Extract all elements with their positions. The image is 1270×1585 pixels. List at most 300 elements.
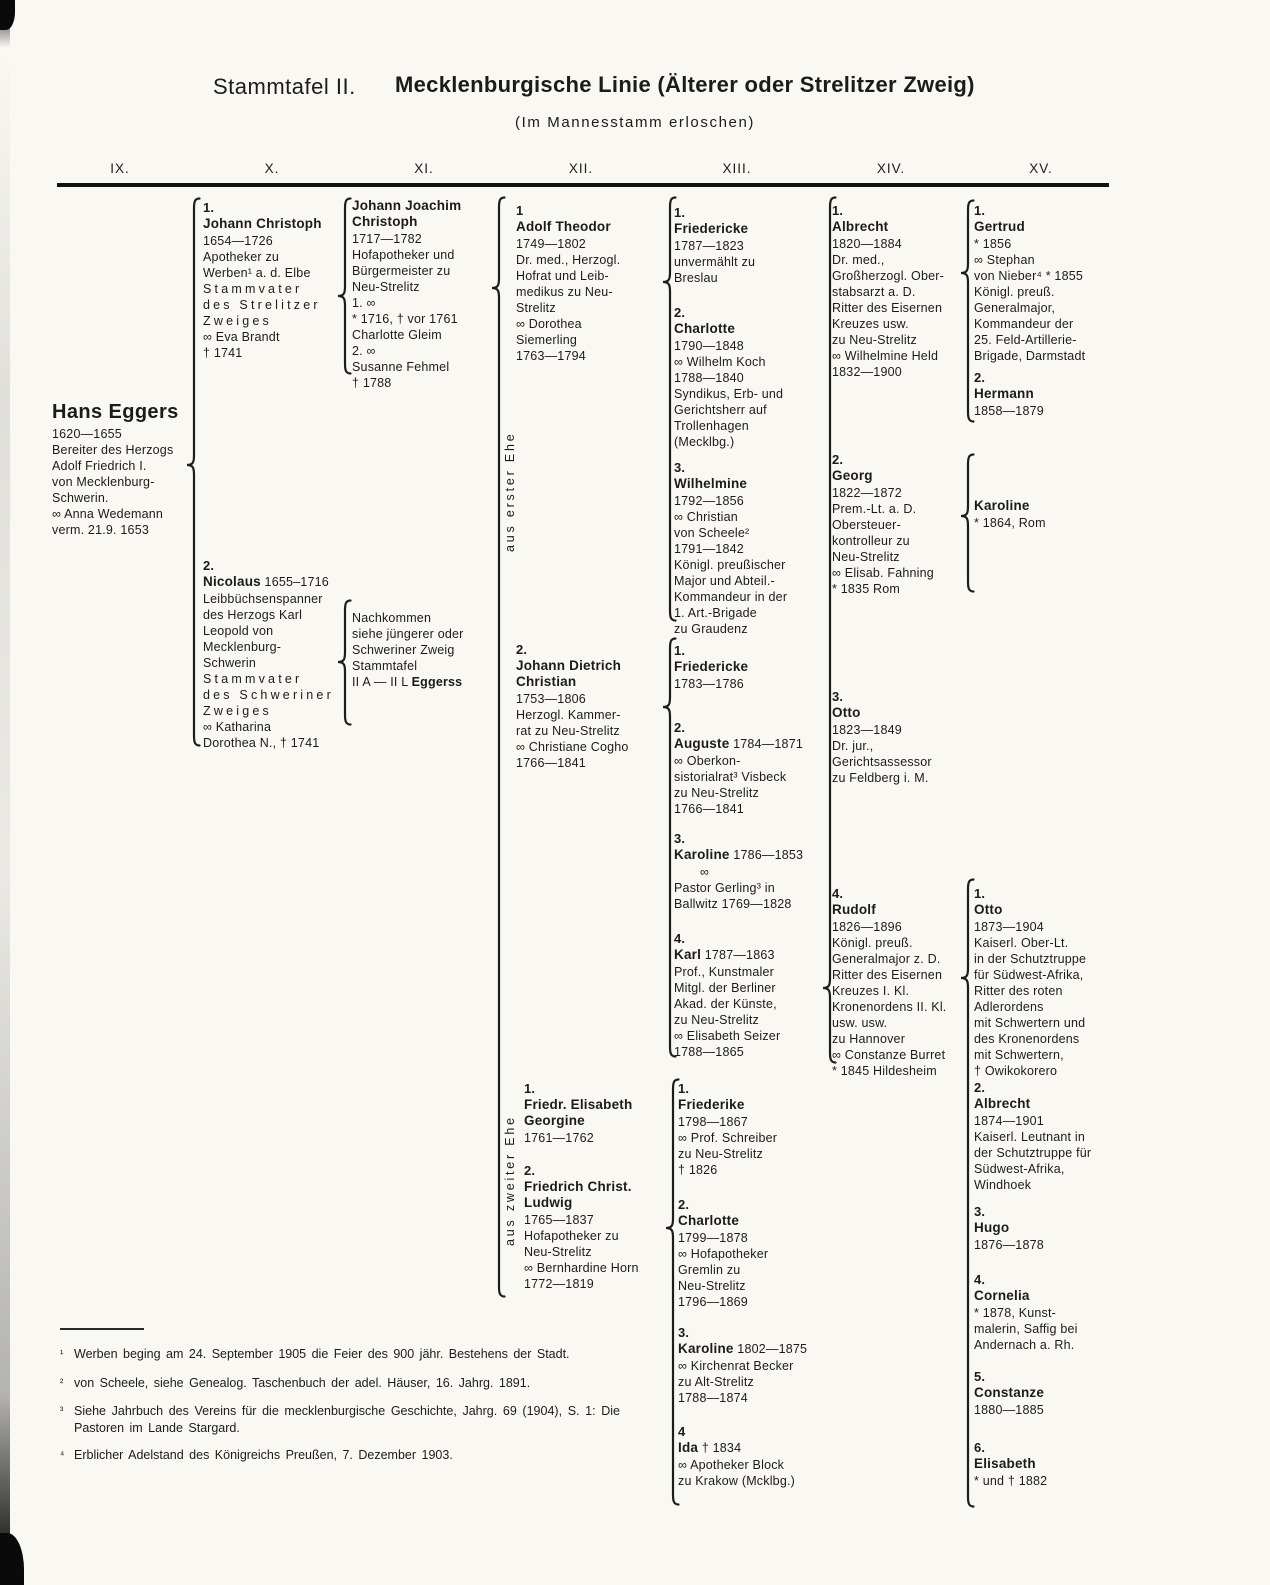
person-line: ∞ Hofapotheker — [678, 1247, 769, 1261]
person-line: † Owikokorero — [974, 1064, 1058, 1078]
person-line: Stammvater — [203, 282, 303, 296]
person-line: des Strelitzer — [203, 298, 321, 312]
person-line: 1796—1869 — [678, 1295, 748, 1309]
person-line: Schwerin — [203, 656, 257, 670]
person-line: stabsarzt a. D. — [832, 285, 916, 299]
person-line: ∞ Elisab. Fahning — [832, 566, 934, 580]
person-friedr-elisabeth-georgine — [524, 1081, 656, 1146]
person-friederike-1798 — [678, 1081, 826, 1178]
person-name: Hans Eggers — [52, 401, 179, 423]
person-line: 1763—1794 — [516, 349, 586, 363]
person-line: Bürgermeister zu — [352, 264, 451, 278]
person-line: Königl. preuß. — [974, 285, 1055, 299]
person-line: Dr. med., — [832, 253, 885, 267]
footnote-text: Erblicher Adelstand des Königreichs Preußen, 7. Dezember 1903. — [74, 1448, 453, 1462]
person-hans-eggers — [52, 401, 204, 538]
person-name: Karoline 1786—1853 — [674, 847, 804, 862]
person-number: 4. — [974, 1272, 986, 1287]
footnote-text: von Scheele, siehe Genealog. Taschenbuch der adel. Häuser, 16. Jahrg. 1891. — [74, 1375, 531, 1390]
person-number: 1. — [674, 643, 686, 658]
person-adolf-theodor — [516, 203, 650, 364]
person-karoline-1802 — [678, 1325, 826, 1406]
table-number: Stammtafel II. — [213, 74, 356, 99]
person-line: Dr. jur., — [832, 739, 874, 753]
person-line: Gerichtsherr auf — [674, 403, 767, 417]
person-line: 1787—1823 — [674, 239, 744, 253]
person-constanze-1880 — [974, 1369, 1122, 1418]
person-line: Werben¹ a. d. Elbe — [203, 266, 311, 280]
person-line: Andernach a. Rh. — [974, 1338, 1075, 1352]
person-line: mit Schwertern und — [974, 1016, 1086, 1030]
person-friedericke-1787 — [674, 205, 816, 286]
person-line: Kaiserl. Ober-Lt. — [974, 936, 1069, 950]
person-name: Wilhelmine — [674, 476, 748, 491]
person-number: 4. — [832, 886, 844, 901]
person-line: Kommandeur der — [974, 317, 1074, 331]
person-line: * 1864, Rom — [974, 516, 1046, 530]
person-auguste-1784 — [674, 720, 822, 817]
person-karoline-1786 — [674, 831, 822, 912]
person-line: Ritter des Eisernen — [832, 968, 943, 982]
person-rudolf-1826 — [832, 886, 978, 1079]
footnote-marker: ¹ — [60, 1349, 64, 1360]
person-line: zu Neu-Strelitz — [832, 333, 917, 347]
person-line: Trollenhagen — [674, 419, 749, 433]
person-line: Adlerordens — [974, 1000, 1044, 1014]
footnote-marker: ² — [60, 1377, 64, 1389]
person-number: 1. — [678, 1081, 690, 1096]
person-line: 1798—1867 — [678, 1115, 748, 1129]
person-line: 1792—1856 — [674, 494, 744, 508]
person-line: sistorialrat³ Visbeck — [674, 770, 787, 784]
person-line: 1761—1762 — [524, 1131, 594, 1145]
scan-corner-mark-bottom — [0, 1533, 24, 1585]
person-line: 2. ∞ — [352, 344, 376, 358]
person-line: Kaiserl. Leutnant in — [974, 1130, 1086, 1144]
generation-label-xv: XV. — [1029, 161, 1053, 176]
person-line: ∞ Christiane Cogho — [516, 740, 629, 754]
person-name: Constanze — [974, 1385, 1045, 1400]
person-line: Neu-Strelitz — [832, 550, 900, 564]
person-line: des Schweriner — [203, 688, 334, 702]
person-line: 1826—1896 — [832, 920, 902, 934]
person-line: 1858—1879 — [974, 404, 1044, 418]
person-line: Ballwitz 1769—1828 — [674, 897, 792, 911]
person-line: Susanne Fehmel — [352, 360, 450, 374]
person-dates: 1784—1871 — [729, 737, 803, 751]
generation-label-xiv: XIV. — [876, 161, 906, 176]
person-charlotte-1790 — [674, 305, 820, 450]
person-charlotte-1799 — [678, 1197, 826, 1310]
person-line: zu Feldberg i. M. — [832, 771, 929, 785]
person-line: Hofapotheker zu — [524, 1229, 619, 1243]
brace-connector — [820, 196, 837, 1064]
person-line: 1788—1865 — [674, 1045, 744, 1059]
person-line: Akad. der Künste, — [674, 997, 777, 1011]
person-line: 1717—1782 — [352, 232, 422, 246]
footnote — [60, 1375, 620, 1393]
label-first-marriage: aus erster Ehe — [503, 431, 517, 552]
person-line: 1654—1726 — [203, 234, 273, 248]
person-name: Karoline — [974, 498, 1030, 513]
person-name: Rudolf — [832, 902, 876, 917]
person-line: zu Alt-Strelitz — [678, 1375, 754, 1389]
person-name: Albrecht — [974, 1096, 1031, 1111]
person-number: 4. — [674, 931, 686, 946]
person-line: verm. 21.9. 1653 — [52, 523, 150, 537]
person-otto-1873 — [974, 886, 1124, 1079]
footnote-text: Werben beging am 24. September 1905 die Feier des 900 jähr. Bestehens der Stadt. — [74, 1347, 570, 1361]
person-line: ∞ Bernhardine Horn — [524, 1261, 639, 1275]
person-number: 2. — [524, 1163, 536, 1178]
brace-connector — [489, 196, 506, 1298]
person-name: Hugo — [974, 1220, 1010, 1235]
person-line: Schweriner Zweig — [352, 643, 455, 657]
person-line: † 1741 — [203, 346, 243, 360]
person-name: Otto — [832, 705, 861, 720]
person-line: Strelitz — [516, 301, 556, 315]
page-title: Mecklenburgische Linie (Älterer oder Strelitzer Zweig) — [395, 72, 975, 97]
person-line: ∞ — [700, 865, 710, 879]
person-albrecht-1820 — [832, 203, 976, 380]
footnote — [60, 1403, 620, 1436]
scan-edge-artifact — [0, 0, 10, 1585]
person-line: 1783—1786 — [674, 677, 744, 691]
generation-label-ix: IX. — [110, 161, 130, 176]
person-line: 1. Art.-Brigade — [674, 606, 757, 620]
person-line: zu Krakow (Mcklbg.) — [678, 1474, 796, 1488]
person-line: ∞ Wilhelmine Held — [832, 349, 939, 363]
person-line: * 1716, † vor 1761 — [352, 312, 458, 326]
person-line: in der Schutztruppe — [974, 952, 1087, 966]
person-line: Stammtafel — [352, 659, 418, 673]
person-name: Gertrud — [974, 219, 1025, 234]
person-number: 1. — [674, 205, 686, 220]
person-line: ∞ Eva Brandt — [203, 330, 280, 344]
person-name: Friedr. Elisabeth Georgine — [524, 1097, 633, 1128]
person-line: mit Schwertern, — [974, 1048, 1064, 1062]
person-line: Windhoek — [974, 1178, 1032, 1192]
header-rule — [57, 183, 1109, 187]
person-number: 6. — [974, 1440, 986, 1455]
person-line: 1766—1841 — [516, 756, 586, 770]
brace-connector — [660, 637, 677, 1058]
generation-label-xii: XII. — [568, 161, 594, 176]
person-line: Obersteuer- — [832, 518, 901, 532]
person-line: Zweiges — [203, 704, 272, 718]
person-line: 25. Feld-Artillerie- — [974, 333, 1077, 347]
person-line: Kreuzes usw. — [832, 317, 909, 331]
person-number: 3. — [678, 1325, 690, 1340]
person-line: 1766—1841 — [674, 802, 744, 816]
person-otto-1823 — [832, 689, 974, 786]
person-line: malerin, Saffig bei — [974, 1322, 1078, 1336]
person-number: 1. — [974, 203, 986, 218]
footnote — [60, 1346, 620, 1364]
person-georg-1822 — [832, 452, 974, 597]
person-line: † 1826 — [678, 1163, 718, 1177]
person-name: Karoline 1802—1875 — [678, 1341, 808, 1356]
person-line: II A — II L Eggerss — [352, 675, 463, 689]
person-line: Ritter des Eisernen — [832, 301, 943, 315]
person-line: 1873—1904 — [974, 920, 1044, 934]
brace-connector — [663, 1078, 680, 1506]
person-gertrud-1856 — [974, 203, 1124, 364]
person-name: Ida † 1834 — [678, 1440, 742, 1455]
brace-connector — [335, 599, 352, 726]
generation-label-xiii: XIII. — [722, 161, 752, 176]
person-line: Leopold von — [203, 624, 274, 638]
person-name: Johann Dietrich Christian — [516, 658, 622, 689]
person-line: 1799—1878 — [678, 1231, 748, 1245]
person-number: 3. — [674, 460, 686, 475]
footnote — [60, 1447, 620, 1465]
person-line: ∞ Elisabeth Seizer — [674, 1029, 781, 1043]
person-number: 1. — [524, 1081, 536, 1096]
person-ida-1834 — [678, 1424, 826, 1489]
person-line: Südwest-Afrika, — [974, 1162, 1065, 1176]
person-line: des Herzogs Karl — [203, 608, 303, 622]
person-line: 1788—1874 — [678, 1391, 748, 1405]
person-name: Hermann — [974, 386, 1034, 401]
person-line: † 1788 — [352, 376, 392, 390]
person-number: 2. — [674, 720, 686, 735]
person-line: zu Neu-Strelitz — [674, 1013, 759, 1027]
person-wilhelmine-1792 — [674, 460, 822, 637]
person-line: Nachkommen — [352, 611, 432, 625]
person-line: ∞ Christian — [674, 510, 738, 524]
person-line: 1876—1878 — [974, 1238, 1044, 1252]
person-line: unvermählt zu — [674, 255, 756, 269]
person-line: Schwerin. — [52, 491, 109, 505]
person-line: zu Neu-Strelitz — [674, 786, 759, 800]
generation-label-xi: XI. — [414, 161, 434, 176]
person-dates: 1802—1875 — [733, 1342, 808, 1356]
person-number: 1. — [203, 200, 215, 215]
person-name: Georg — [832, 468, 873, 483]
person-line: * 1845 Hildesheim — [832, 1064, 937, 1078]
person-karoline-1864 — [974, 498, 1122, 531]
person-line: von Scheele² — [674, 526, 750, 540]
person-name: Auguste 1784—1871 — [674, 736, 803, 751]
person-albrecht-1874 — [974, 1080, 1126, 1193]
person-line: des Kronenordens — [974, 1032, 1080, 1046]
person-dates: 1655–1716 — [260, 575, 329, 589]
person-johann-dietrich-christian — [516, 642, 658, 771]
person-line: für Südwest-Afrika, — [974, 968, 1084, 982]
person-number: 2. — [974, 1080, 986, 1095]
person-line: Dr. med., Herzogl. — [516, 253, 621, 267]
person-name: Karl 1787—1863 — [674, 947, 775, 962]
person-line: Neu-Strelitz — [524, 1245, 592, 1259]
person-line: Mitgl. der Berliner — [674, 981, 776, 995]
person-line: 1788—1840 — [674, 371, 744, 385]
person-name: Nicolaus 1655–1716 — [203, 574, 329, 589]
person-dates: 1786—1853 — [729, 848, 804, 862]
footnote-list — [60, 1346, 620, 1465]
person-name: Friedericke — [674, 659, 749, 674]
person-line: Ritter des roten — [974, 984, 1063, 998]
person-name: Johann Christoph — [203, 216, 322, 231]
person-line: ∞ Wilhelm Koch — [674, 355, 766, 369]
person-line: Mecklenburg- — [203, 640, 282, 654]
person-number: 2. — [516, 642, 528, 657]
person-line: Gerichtsassessor — [832, 755, 932, 769]
person-name: Johann Joachim Christoph — [352, 198, 462, 229]
person-karl-1787 — [674, 931, 822, 1060]
person-line: der Schutztruppe für — [974, 1146, 1092, 1160]
person-line: Breslau — [674, 271, 718, 285]
person-line: * und † 1882 — [974, 1474, 1048, 1488]
brace-connector — [335, 197, 352, 375]
person-name: Charlotte — [678, 1213, 740, 1228]
person-line: Siemerling — [516, 333, 578, 347]
person-hermann-1858 — [974, 370, 1122, 419]
person-line: Königl. preuß. — [832, 936, 913, 950]
person-number: 3. — [674, 831, 686, 846]
person-name: Adolf Theodor — [516, 219, 611, 234]
person-line: Brigade, Darmstadt — [974, 349, 1086, 363]
person-line: Hofrat und Leib- — [516, 269, 609, 283]
person-line: 1880—1885 — [974, 1403, 1044, 1417]
person-line: 1832—1900 — [832, 365, 902, 379]
person-line: ∞ Constanze Burret — [832, 1048, 946, 1062]
brace-connector — [660, 196, 677, 622]
person-line: kontrolleur zu — [832, 534, 910, 548]
person-line: Neu-Strelitz — [678, 1279, 746, 1293]
person-line: Prem.-Lt. a. D. — [832, 502, 917, 516]
person-line: ∞ Dorothea — [516, 317, 582, 331]
person-dates: † 1834 — [698, 1441, 742, 1455]
person-line: Dorothea N., † 1741 — [203, 736, 320, 750]
person-line: ∞ Kirchenrat Becker — [678, 1359, 794, 1373]
person-number: 1 — [516, 203, 524, 218]
note-nachkommen — [352, 610, 498, 690]
person-line: 1772—1819 — [524, 1277, 594, 1291]
generation-label-x: X. — [264, 161, 280, 176]
person-line: Leibbüchsenspanner — [203, 592, 323, 606]
person-line: 1749—1802 — [516, 237, 586, 251]
scan-corner-mark-top — [0, 0, 15, 30]
person-line: Kreuzes I. Kl. — [832, 984, 910, 998]
person-number: 4 — [678, 1424, 686, 1439]
person-line: medikus zu Neu- — [516, 285, 613, 299]
person-number: 2. — [203, 558, 215, 573]
person-line: 1. ∞ — [352, 296, 376, 310]
person-number: 1. — [974, 886, 986, 901]
person-dates: 1787—1863 — [701, 948, 775, 962]
person-line: 1765—1837 — [524, 1213, 594, 1227]
brace-connector — [184, 197, 201, 747]
person-line: Neu-Strelitz — [352, 280, 420, 294]
person-line: Hofapotheker und — [352, 248, 455, 262]
person-line: Charlotte Gleim — [352, 328, 442, 342]
person-line: * 1878, Kunst- — [974, 1306, 1057, 1320]
person-line: Herzogl. Kammer- — [516, 708, 621, 722]
person-line: Kronenordens II. Kl. — [832, 1000, 947, 1014]
person-line: Syndikus, Erb- und — [674, 387, 784, 401]
person-line: Königl. preußischer — [674, 558, 786, 572]
person-johann-joachim-christoph — [352, 198, 490, 391]
person-line: ∞ Apotheker Block — [678, 1458, 785, 1472]
person-nicolaus — [203, 558, 353, 751]
person-friedrich-christ-ludwig — [524, 1163, 670, 1292]
person-line: (Mecklbg.) — [674, 435, 735, 449]
person-number: 2. — [674, 305, 686, 320]
footnotes — [60, 1328, 620, 1476]
person-number: 3. — [832, 689, 844, 704]
person-friedericke-1783 — [674, 643, 822, 692]
footnote-rule — [60, 1328, 144, 1330]
person-line: Adolf Friedrich I. — [52, 459, 147, 473]
person-line: ∞ Stephan — [974, 253, 1035, 267]
person-name: Friederike — [678, 1097, 745, 1112]
person-number: 5. — [974, 1369, 986, 1384]
person-cornelia-1878 — [974, 1272, 1122, 1353]
person-johann-christoph — [203, 200, 343, 361]
person-number: 3. — [974, 1204, 986, 1219]
person-line: Generalmajor z. D. — [832, 952, 941, 966]
person-line: 1791—1842 — [674, 542, 744, 556]
person-line: zu Graudenz — [674, 622, 748, 636]
person-line: Zweiges — [203, 314, 272, 328]
person-name: Albrecht — [832, 219, 889, 234]
person-line: 1822—1872 — [832, 486, 902, 500]
person-line: Prof., Kunstmaler — [674, 965, 774, 979]
person-line: zu Neu-Strelitz — [678, 1147, 763, 1161]
brace-connector — [958, 453, 975, 593]
person-line: ∞ Anna Wedemann — [52, 507, 164, 521]
person-line: Apotheker zu — [203, 250, 280, 264]
person-name: Cornelia — [974, 1288, 1030, 1303]
person-line: 1790—1848 — [674, 339, 744, 353]
person-line: 1874—1901 — [974, 1114, 1044, 1128]
person-name: Charlotte — [674, 321, 736, 336]
person-line: ∞ Oberkon- — [674, 754, 741, 768]
footnote-text: Siehe Jahrbuch des Vereins für die mecklenburgische Geschichte, Jahrg. 69 (1904), S. 1: Die Pastoren im Lande Stargard. — [74, 1404, 620, 1435]
person-line: Großherzogl. Ober- — [832, 269, 944, 283]
person-line: 1620—1655 — [52, 427, 122, 441]
person-hugo-1876 — [974, 1204, 1122, 1253]
person-line: Bereiter des Herzogs — [52, 443, 174, 457]
person-line: von Nieber⁴ * 1855 — [974, 269, 1084, 283]
person-line: * 1856 — [974, 237, 1012, 251]
person-line: usw. usw. — [832, 1016, 888, 1030]
person-line: siehe jüngerer oder — [352, 627, 464, 641]
brace-connector — [958, 878, 975, 1508]
page-subtitle: (Im Mannesstamm erloschen) — [515, 114, 755, 131]
person-number: 2. — [974, 370, 986, 385]
person-line: 1823—1849 — [832, 723, 902, 737]
person-line: 1820—1884 — [832, 237, 902, 251]
person-line: ∞ Katharina — [203, 720, 272, 734]
footnote-marker: ³ — [60, 1406, 64, 1417]
person-name: Otto — [974, 902, 1003, 917]
person-line: von Mecklenburg- — [52, 475, 155, 489]
person-line: Stammvater — [203, 672, 303, 686]
person-line: Generalmajor, — [974, 301, 1056, 315]
person-line: rat zu Neu-Strelitz — [516, 724, 620, 738]
person-name: Friedericke — [674, 221, 749, 236]
person-number: 2. — [832, 452, 844, 467]
person-line: Pastor Gerling³ in — [674, 881, 775, 895]
person-line: * 1835 Rom — [832, 582, 901, 596]
person-name: Elisabeth — [974, 1456, 1036, 1471]
person-line: ∞ Prof. Schreiber — [678, 1131, 778, 1145]
label-second-marriage: aus zweiter Ehe — [503, 1115, 517, 1246]
person-elisabeth-1882 — [974, 1440, 1122, 1489]
person-number: 2. — [678, 1197, 690, 1212]
